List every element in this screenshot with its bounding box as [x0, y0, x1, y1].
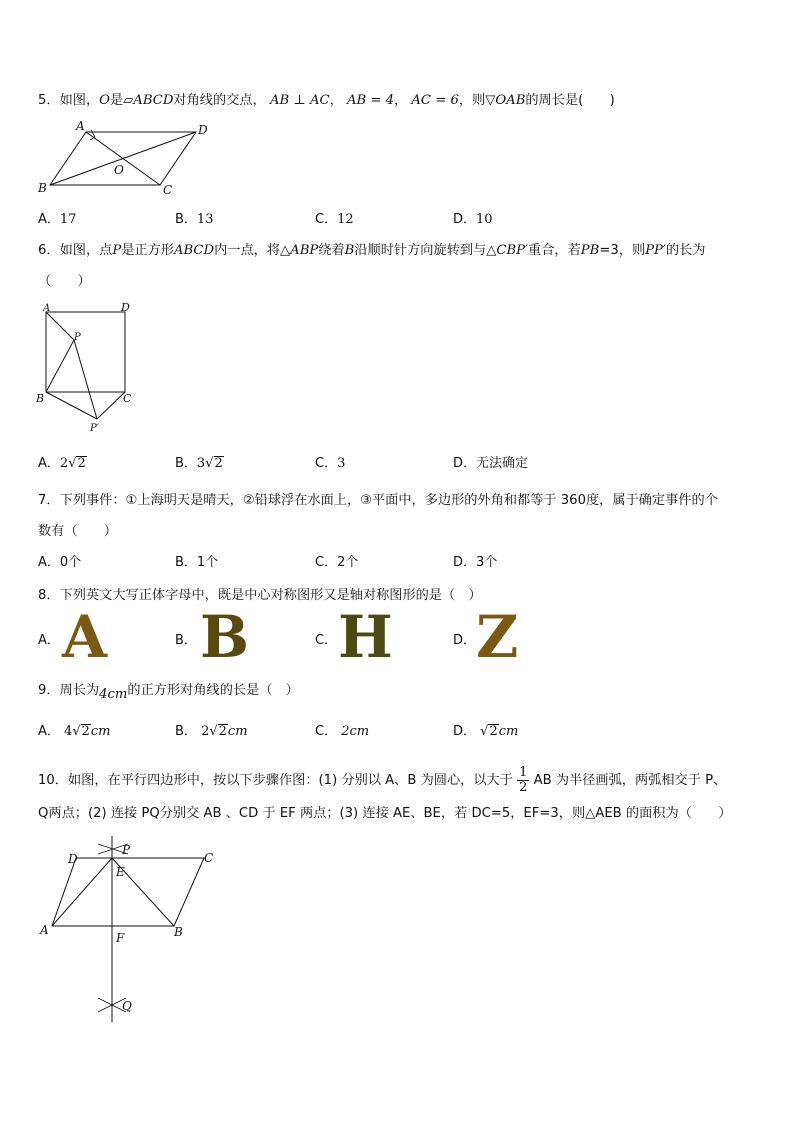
option-value: 3: [337, 456, 346, 471]
option-key: C．: [315, 456, 338, 471]
q6-abp: ABP: [290, 243, 319, 258]
q5-point-o: O: [99, 93, 110, 108]
q6-label-d: D: [121, 301, 130, 314]
q6-option-b[interactable]: [175, 452, 224, 471]
q5-label-c: C: [163, 183, 173, 197]
q5-ac-eq: AC = 6: [411, 93, 459, 108]
option-coef: 3: [196, 456, 206, 471]
q5-text-2: 对角线的交点，: [173, 93, 266, 108]
q7-option-d[interactable]: [453, 551, 497, 570]
q10-label-f: F: [116, 931, 125, 945]
option-value: 0个: [59, 555, 82, 570]
q5-label-b: B: [38, 181, 47, 195]
option-coef: 4: [64, 724, 73, 739]
q5-sep-1: ，: [329, 93, 343, 108]
q7-option-a[interactable]: [38, 551, 81, 570]
q10-construction-figure: [36, 832, 226, 1028]
q6-b: B: [344, 243, 355, 258]
fraction-numerator: 1: [519, 765, 528, 780]
q6-pb: PB: [580, 243, 600, 258]
q9-option-b[interactable]: [175, 720, 248, 739]
q6-text-5: 重合，若: [528, 243, 581, 258]
q6-label-a: A: [43, 303, 51, 314]
option-key: B．: [175, 212, 197, 227]
q9-text-2: 的正方形对角线的长是（ ）: [127, 683, 299, 698]
option-value: 17: [59, 212, 77, 227]
q5-parallelogram-figure: [32, 118, 222, 198]
q6-option-a[interactable]: [38, 452, 87, 471]
sqrt-sign: √: [480, 724, 489, 739]
option-value: 无法确定: [476, 456, 529, 471]
q6-pp: PP′: [645, 243, 666, 258]
q5-option-c[interactable]: [315, 208, 354, 227]
option-value: 2个: [337, 555, 359, 570]
q6-option-d[interactable]: [453, 452, 528, 471]
q10-label-q: Q: [122, 999, 132, 1013]
option-value: 13: [196, 212, 214, 227]
option-key: B．: [175, 456, 197, 471]
q10-label-b: B: [174, 925, 183, 939]
sqrt-sign: √: [68, 456, 77, 471]
option-unit: cm: [498, 724, 519, 739]
option-key: D．: [453, 456, 477, 471]
q5-option-d[interactable]: [453, 208, 493, 227]
q6-paren: （ ）: [38, 274, 91, 289]
q5-oab: OAB: [495, 93, 526, 108]
q6-square-figure: [30, 298, 150, 436]
q5-perpendicular: AB ⊥ AC: [269, 93, 330, 108]
q10-label-c: C: [204, 851, 214, 865]
q10-text-1: 10．如图，在平行四边形中，按以下步骤作图：(1) 分别以 A、B 为圆心，以大于: [38, 773, 513, 789]
q10-label-e: E: [116, 865, 125, 879]
option-unit: cm: [227, 724, 248, 739]
q6-cbp: CBP′: [496, 243, 529, 258]
q7-option-b[interactable]: [175, 551, 218, 570]
q6-label-c: C: [123, 392, 132, 405]
q6-label-p-prime: P′: [90, 423, 99, 434]
q5-sep-2: ，: [394, 93, 408, 108]
option-radicand: 2: [489, 724, 498, 739]
option-value: 12: [337, 212, 354, 227]
letter-b-image: B: [200, 603, 250, 671]
q9-length: 4cm: [99, 687, 128, 702]
q6-text-3: 绕着: [318, 243, 345, 258]
q7-option-c[interactable]: [315, 551, 358, 570]
option-key: A．: [38, 555, 60, 570]
option-unit: cm: [90, 724, 111, 739]
q6-number: 6．如图，点: [38, 243, 113, 258]
option-radicand: 2: [218, 724, 227, 739]
letter-h-image: H: [338, 603, 393, 671]
q5-ab-eq: AB = 4: [346, 93, 394, 108]
option-key: D．: [453, 724, 477, 739]
triangle-symbol: △: [280, 243, 291, 258]
option-radicand: 2: [81, 724, 90, 739]
letter-z-image: Z: [476, 603, 519, 671]
option-key: C．: [315, 555, 338, 570]
q9-option-a[interactable]: [38, 720, 111, 739]
option-key: D．: [453, 555, 477, 570]
q6-text-1: 是正方形: [121, 243, 174, 258]
option-coef: 2: [59, 456, 69, 471]
option-key: A．: [38, 724, 60, 739]
q6-label-p: P: [74, 332, 81, 343]
option-radicand: 2: [214, 456, 223, 471]
sqrt-sign: √: [72, 724, 81, 739]
option-key: A．: [38, 212, 60, 227]
q6-text-4: 沿顺时针方向旋转到与: [354, 243, 487, 258]
q10-label-d: D: [68, 852, 78, 866]
question-9-stem: [38, 679, 299, 702]
option-value: 3个: [476, 555, 498, 570]
q8-option-a-key[interactable]: A．: [38, 633, 60, 648]
option-value: 2cm: [341, 724, 370, 739]
q6-abcd: ABCD: [173, 243, 215, 258]
q5-abcd: ABCD: [133, 93, 174, 108]
q6-option-c[interactable]: [315, 452, 345, 471]
option-key: C．: [315, 724, 338, 739]
q5-text-4: 的周长是( ): [525, 93, 615, 108]
option-radicand: 2: [77, 456, 86, 471]
q8-option-c-key[interactable]: C．: [315, 633, 338, 648]
q10-text-2: AB 为半径画弧，两弧相交于 P、: [533, 773, 727, 789]
q9-option-d[interactable]: [453, 720, 518, 739]
q10-label-p: P: [122, 843, 131, 857]
letter-a-image: A: [62, 603, 108, 671]
q5-text-3: ，则: [458, 93, 486, 108]
fraction-one-half: [517, 766, 529, 794]
q5-text-1: 是: [109, 93, 124, 108]
q9-option-c[interactable]: [315, 720, 369, 739]
q5-label-a: A: [76, 119, 85, 133]
q5-label-d: D: [198, 123, 208, 137]
q5-number: 5．如图，: [38, 93, 100, 108]
option-coef: 2: [201, 724, 210, 739]
triangle-symbol: △: [486, 243, 497, 258]
question-5-stem: [38, 89, 615, 108]
question-8-stem: 8．下列英文大写正体字母中，既是中心对称图形又是轴对称图形的是（ ）: [38, 588, 482, 603]
option-key: B．: [175, 724, 197, 739]
q10-label-a: A: [40, 923, 49, 937]
question-7-line-2: 数有（ ）: [38, 524, 118, 539]
q6-label-b: B: [36, 392, 45, 405]
question-10-line-1: [38, 766, 726, 794]
q6-text-2: 内一点，将: [214, 243, 281, 258]
question-6-stem: [38, 239, 706, 258]
fraction-denominator: 2: [519, 779, 528, 795]
option-key: B．: [175, 555, 197, 570]
q9-text-1: 9．周长为: [38, 683, 100, 698]
option-value: 1个: [196, 555, 219, 570]
q5-option-a[interactable]: [38, 208, 76, 227]
option-key: A．: [38, 456, 60, 471]
q6-text-7: 的长为: [665, 243, 706, 258]
q6-text-6: =3，则: [599, 243, 646, 258]
q5-label-o: O: [114, 163, 124, 177]
q6-p: P: [112, 243, 122, 258]
triangle-symbol: ▽: [485, 93, 496, 108]
q8-option-b-key[interactable]: B．: [175, 633, 197, 648]
sqrt-sign: √: [205, 456, 214, 471]
question-10-line-2: Q两点；(2) 连接 PQ分别交 AB 、CD 于 EF 两点；(3) 连接 AE、BE，若 DC=5，EF=3，则△AEB 的面积为（ ）: [38, 806, 732, 821]
sqrt-sign: √: [209, 724, 218, 739]
option-value: 10: [476, 212, 493, 227]
option-key: D．: [453, 212, 477, 227]
question-7-line-1: 7．下列事件：①上海明天是晴天，②铅球浮在水面上，③平面中，多边形的外角和都等于 360度，属于确定事件的个: [38, 493, 718, 508]
parallelogram-symbol: ▱: [123, 93, 134, 108]
q5-option-b[interactable]: [175, 208, 213, 227]
option-key: C．: [315, 212, 338, 227]
q8-option-d-key[interactable]: D．: [453, 633, 477, 648]
